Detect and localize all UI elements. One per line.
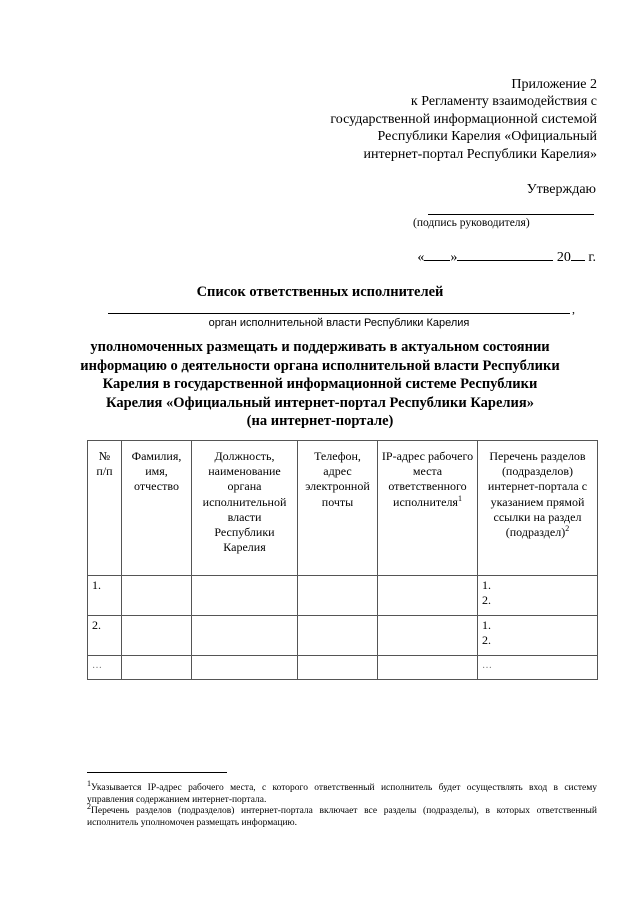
row-number: 1. (88, 576, 122, 616)
col-header-position: Должность, наименование органа исполнительной власти Республики Карелия (192, 441, 298, 576)
footnote-text: Указывается IP-адрес рабочего места, с которого ответственный исполнитель будет осуществлять вход в систему управления содержанием интернет-портала. (87, 783, 597, 805)
date-open-quote: « (417, 250, 425, 265)
footnotes (87, 778, 597, 829)
empty-cell (378, 656, 478, 680)
appendix-line: Приложение 2 (511, 77, 597, 92)
footnote-mark: 2 (87, 802, 91, 812)
table-row (88, 616, 598, 656)
heading-line: (на интернет-портале) (246, 413, 394, 429)
row-number: 2. (88, 616, 122, 656)
cell-sections[interactable] (478, 576, 598, 616)
cell-ip[interactable] (378, 576, 478, 616)
col-header-ip-text: IP-адрес рабочего места ответственного исполнителя (381, 449, 474, 509)
cell-contacts[interactable] (298, 616, 378, 656)
cell-contacts[interactable] (298, 576, 378, 616)
col-header-sections-text: Перечень разделов (подразделов) интернет-портала с указанием прямой ссылки на раздел (подраздел) (487, 449, 588, 540)
day-blank (424, 249, 450, 261)
footnote-mark: 1 (87, 778, 91, 788)
ellipsis-cell: … (478, 656, 598, 680)
table-row-ellipsis (88, 656, 598, 680)
col-header-contacts: Телефон, адрес электронной почты (298, 441, 378, 576)
table-row (88, 576, 598, 616)
appendix-line: интернет-портал Республики Карелия» (363, 146, 597, 162)
ellipsis-cell: … (88, 656, 122, 680)
cell-position[interactable] (192, 616, 298, 656)
empty-cell (122, 656, 192, 680)
date-suffix: г. (588, 250, 596, 265)
appendix-header (277, 76, 597, 163)
approval-label: Утверждаю (526, 182, 596, 197)
heading-line: Карелия «Официальный интернет-портал Республики Карелия» (106, 394, 534, 411)
heading-line: уполномоченных размещать и поддерживать в актуальном состоянии (90, 339, 550, 355)
col-header-number: № п/п (88, 441, 122, 576)
section-item: 2. (482, 633, 491, 647)
section-item: 1. (482, 618, 491, 632)
footnote (87, 778, 597, 806)
col-header-ip (378, 441, 478, 576)
date-close-quote: » (450, 250, 458, 265)
col-header-sections (478, 441, 598, 576)
executors-table (87, 440, 598, 680)
approval-date (417, 249, 596, 266)
empty-cell (298, 656, 378, 680)
col-header-name: Фамилия, имя, отчество (122, 441, 192, 576)
footnote (87, 802, 597, 829)
table-header-row (88, 441, 598, 576)
appendix-line: государственной информационной системой (330, 111, 597, 127)
heading-line: информацию о деятельности органа исполнительной власти Республики (80, 357, 560, 374)
appendix-line: Республики Карелия «Официальный (377, 129, 597, 145)
cell-ip[interactable] (378, 616, 478, 656)
signature-line (428, 214, 594, 215)
signature-caption: (подпись руководителя) (413, 217, 530, 229)
cell-name[interactable] (122, 616, 192, 656)
footnote-ref-2: 2 (565, 524, 570, 534)
cell-name[interactable] (122, 576, 192, 616)
document-heading (80, 338, 560, 431)
month-blank (457, 249, 553, 261)
footnote-ref-1: 1 (457, 493, 462, 503)
heading-line: Карелия в государственной информационной системе Республики (102, 376, 538, 392)
section-item: 1. (482, 578, 491, 592)
footnote-separator (87, 772, 227, 773)
org-name-line (108, 313, 570, 314)
list-title: Список ответственных исполнителей (196, 284, 444, 300)
cell-sections[interactable] (478, 616, 598, 656)
cell-position[interactable] (192, 576, 298, 616)
empty-cell (192, 656, 298, 680)
appendix-line: к Регламенту взаимодействия с (410, 94, 597, 110)
year-blank (571, 249, 585, 261)
org-caption: орган исполнительной власти Республики Карелия (208, 317, 470, 329)
footnote-text: Перечень разделов (подразделов) интернет-портала включает все разделы (подразделы), в которых ответственный исполнитель уполномочен размещать информацию. (87, 806, 597, 828)
date-year: 20 (556, 250, 571, 265)
org-comma: , (572, 302, 575, 316)
section-item: 2. (482, 593, 491, 607)
